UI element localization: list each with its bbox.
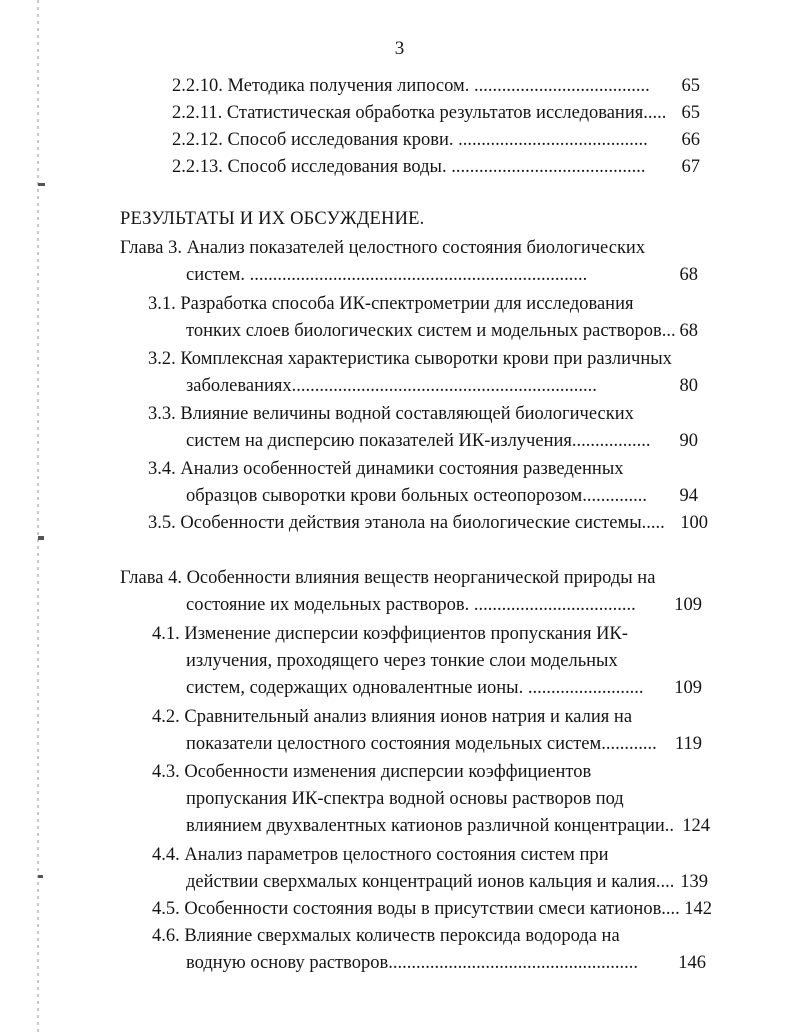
toc-entry-page: 80 bbox=[679, 376, 698, 396]
toc-entry-label: 2.2.12. Способ исследования крови. ......................................... bbox=[172, 130, 648, 150]
toc-entry-label: 2.2.13. Способ исследования воды. .......................................... bbox=[172, 157, 646, 177]
toc-entry-label: 4.3. Особенности изменения дисперсии коэффициентов bbox=[152, 762, 592, 782]
toc-entry-label: действии сверхмалых концентраций ионов кальция и калия.... bbox=[186, 872, 675, 892]
toc-entry-page: 90 bbox=[679, 431, 698, 451]
toc-entry-page: 67 bbox=[681, 157, 700, 177]
toc-entry-label: 4.4. Анализ параметров целостного состояния систем при bbox=[152, 845, 609, 865]
toc-entry-page: 142 bbox=[684, 899, 712, 919]
page-number: 3 bbox=[394, 38, 405, 59]
chapter-title: состояние их модельных растворов. ................................... bbox=[186, 595, 636, 615]
toc-entry-page: 139 bbox=[680, 872, 708, 892]
toc-entry-label: влиянием двухвалентных катионов различной концентрации.. bbox=[186, 816, 674, 836]
toc-entry-page: 109 bbox=[674, 678, 702, 698]
toc-entry-label: пропускания ИК-спектра водной основы растворов под bbox=[186, 789, 624, 809]
toc-entry-label: 4.1. Изменение дисперсии коэффициентов пропускания ИК- bbox=[152, 624, 628, 644]
toc-entry-label: 3.2. Комплексная характеристика сыворотки крови при различных bbox=[148, 349, 672, 369]
toc-entry-page: 100 bbox=[680, 513, 708, 533]
toc-entry-label: показатели целостного состояния модельных систем............ bbox=[186, 734, 657, 754]
toc-entry-page: 124 bbox=[682, 816, 710, 836]
toc-entry-label: водную основу растворов...................................................... bbox=[186, 953, 638, 973]
scan-mark bbox=[38, 183, 45, 186]
toc-entry-label: 4.6. Влияние сверхмалых количеств пероксида водорода на bbox=[152, 926, 620, 946]
scan-edge bbox=[37, 0, 39, 1034]
chapter-title: Глава 3. Анализ показателей целостного состояния биологических bbox=[120, 238, 646, 258]
chapter-page: 68 bbox=[679, 265, 698, 285]
toc-entry-page: 146 bbox=[678, 953, 706, 973]
toc-entry-page: 65 bbox=[681, 76, 700, 96]
toc-entry-label: 4.2. Сравнительный анализ влияния ионов натрия и калия на bbox=[152, 707, 633, 727]
chapter-title: систем. ......................................................................... bbox=[186, 265, 588, 285]
toc-entry-label: 3.1. Разработка способа ИК-спектрометрии для исследования bbox=[148, 294, 634, 314]
toc-entry-label: образцов сыворотки крови больных остеопорозом.............. bbox=[186, 486, 648, 506]
toc-entry-page: 68 bbox=[679, 321, 698, 341]
section-heading: РЕЗУЛЬТАТЫ И ИХ ОБСУЖДЕНИЕ. bbox=[120, 209, 425, 229]
toc-entry-label: 4.5. Особенности состояния воды в присутствии смеси катионов.... bbox=[152, 899, 680, 919]
toc-entry-label: 2.2.10. Методика получения липосом. ...................................... bbox=[172, 76, 650, 96]
chapter-title: Глава 4. Особенности влияния веществ неорганической природы на bbox=[120, 568, 656, 588]
toc-entry-page: 66 bbox=[681, 130, 700, 150]
toc-entry-label: 3.3. Влияние величины водной составляющей биологических bbox=[148, 404, 634, 424]
toc-entry-page: 119 bbox=[674, 734, 702, 754]
toc-entry-label: 2.2.11. Статистическая обработка результатов исследования..... bbox=[172, 103, 667, 123]
toc-entry-label: излучения, проходящего через тонкие слои модельных bbox=[186, 651, 618, 671]
scan-mark bbox=[38, 536, 44, 540]
toc-entry-label: систем, содержащих одновалентные ионы. ......................... bbox=[186, 678, 644, 698]
toc-entry-label: тонких слоев биологических систем и модельных растворов... bbox=[186, 321, 676, 341]
toc-entry-label: 3.4. Анализ особенностей динамики состояния разведенных bbox=[148, 459, 624, 479]
toc-entry-label: систем на дисперсию показателей ИК-излучения................. bbox=[186, 431, 651, 451]
scan-mark bbox=[38, 875, 43, 878]
toc-entry-page: 65 bbox=[681, 103, 700, 123]
toc-entry-label: заболеваниях.................................................................. bbox=[186, 376, 597, 396]
toc-entry-page: 94 bbox=[679, 486, 698, 506]
chapter-page: 109 bbox=[674, 595, 702, 615]
toc-entry-label: 3.5. Особенности действия этанола на биологические системы..... bbox=[148, 513, 665, 533]
